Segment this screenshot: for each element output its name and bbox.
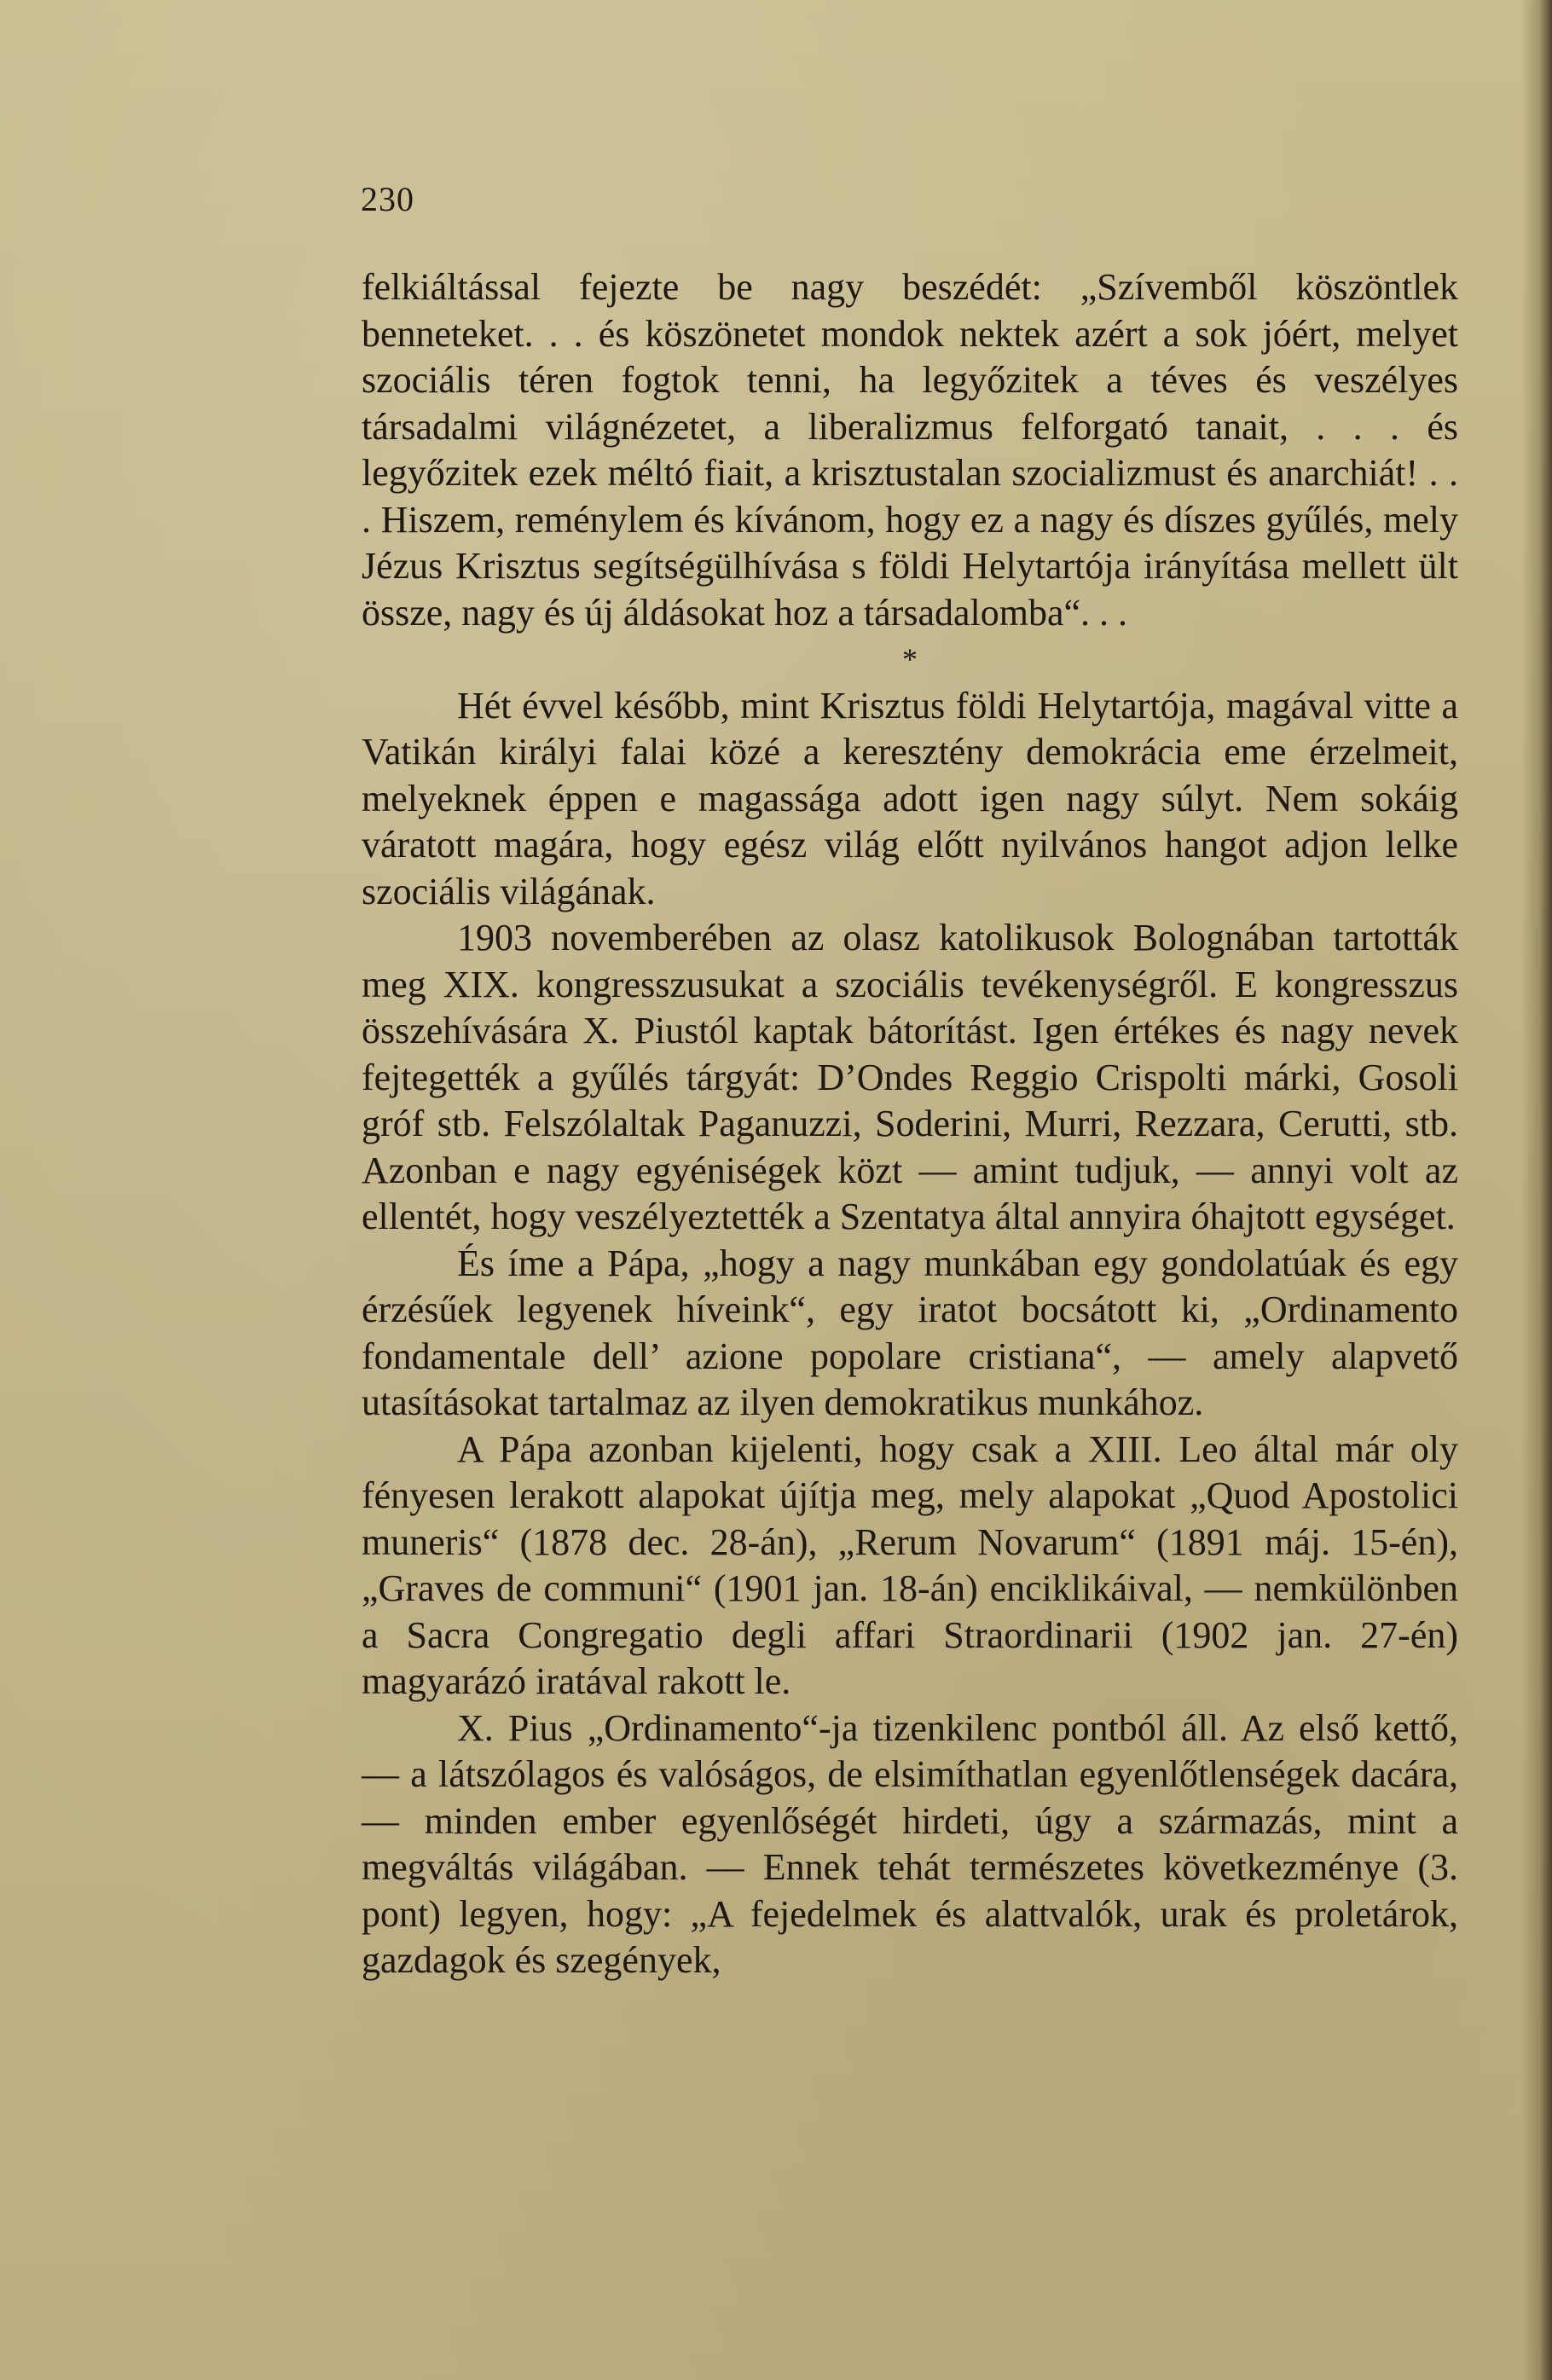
- paragraph-speech-ending: felkiáltással fejezte be nagy beszédét: „Szívemből köszöntlek benneteket. . . és köszönetet mondok nektek azért a sok jóért, melyet szociális téren fogtok tenni, ha legyőzitek a téves és veszélyes társadalmi világnézetet, a liberalizmus felforgató tanait, . . . és legyőzitek ezek méltó fiait, a krisztustalan szocializmust és anarchiát! . . . Hiszem, reménylem és kívánom, hogy ez a nagy és díszes gyűlés, mely Jézus Krisztus segítségülhívása s földi Helytartója irányítása mellett ült össze, nagy és új áldásokat hoz a társadalomba“. . .: [362, 266, 1458, 634]
- page-edge-shadow: [1521, 0, 1552, 2380]
- page-number: 230: [361, 180, 414, 218]
- paragraph-leo-xiii: A Pápa azonban kijelenti, hogy csak a XIII. Leo által már oly fényesen lerakott alapokat újítja meg, mely alapokat „Quod Apostolici muneris“ (1878 dec. 28-án), „Rerum Novarum“ (1891 máj. 15-én), „Graves de communi“ (1901 jan. 18-án) enciklikáival, — nemkülönben a Sacra Congregatio degli affari Straordinarii (1902 jan. 27-én) magyarázó iratával rakott le.: [362, 1427, 1458, 1702]
- paragraph-seven-years-later: Hét évvel később, mint Krisztus földi Helytartója, magával vitte a Vatikán királyi falai közé a keresztény demokrácia eme érzelmeit, melyeknek éppen e magassága adott igen nagy súlyt. Nem sokáig váratott magára, hogy egész világ előtt nyilvános hangot adjon lelke szociális világának.: [362, 684, 1458, 912]
- body-text: [362, 264, 1458, 1984]
- paragraph-bologna-congress: 1903 novemberében az olasz katolikusok Bolognában tartották meg XIX. kongresszusukat a szociális tevékenységről. E kongresszus összehívására X. Piustól kaptak bátorítást. Igen értékes és nagy nevek fejtegették a gyűlés tárgyát: D’Ondes Reggio Crispolti márki, Gosoli gróf stb. Felszólaltak Paganuzzi, Soderini, Murri, Rezzara, Cerutti, stb. Azonban e nagy egyéniségek közt — amint tudjuk, — annyi volt az ellentét, hogy veszélyeztették a Szentatya által annyira óhajtott egységet.: [362, 917, 1458, 1237]
- paragraph-ordinamento: És íme a Pápa, „hogy a nagy munkában egy gondolatúak és egy érzésűek legyenek híveink“, egy iratot bocsátott ki, „Ordinamento fondamentale dell’ azione popolare cristiana“, — amely alapvető utasításokat tartalmaz az ilyen demokratikus munkához.: [362, 1242, 1458, 1423]
- paragraph-nineteen-points: X. Pius „Ordinamento“-ja tizenkilenc pontból áll. Az első kettő, — a látszólagos és valóságos, de elsimíthatlan egyenlőtlenségek dacára, — minden ember egyenlőségét hirdeti, úgy a származás, mint a megváltás világában. — Ennek tehát természetes következménye (3. pont) legyen, hogy: „A fejedelmek és alattvalók, urak és proletárok, gazdagok és szegények,: [362, 1706, 1458, 1981]
- section-separator: *: [902, 642, 918, 676]
